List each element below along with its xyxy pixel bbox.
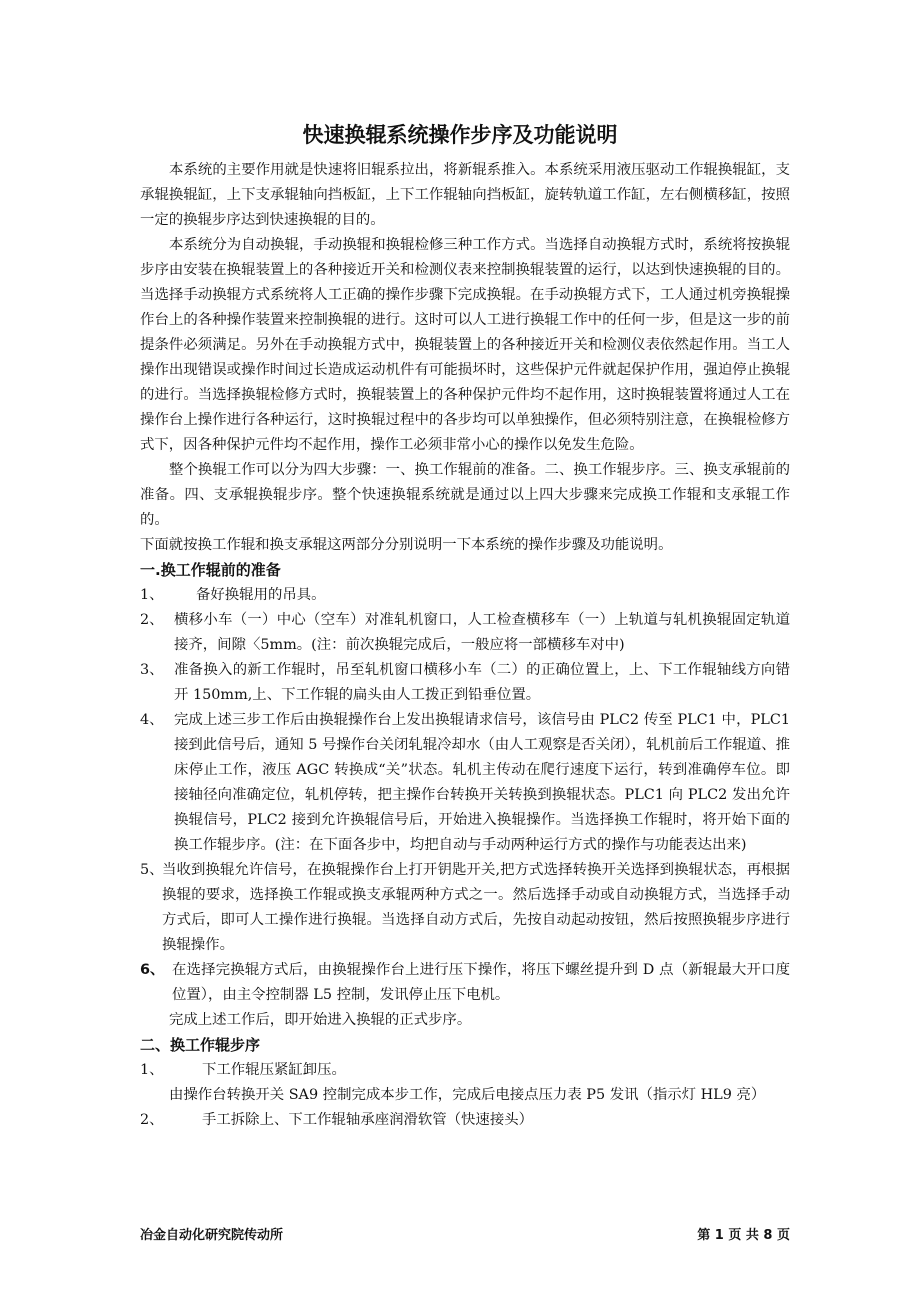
list-item [140, 583, 790, 608]
list-item-text: 当收到换辊允许信号，在换辊操作台上打开钥匙开关,把方式选择转换开关选择到换辊状态，再根据换辊的要求，选择换工作辊或换支承辊两种方式之一。然后选择手动或自动换辊方式，当选择手动方式后，即可人工操作进行换辊。当选择自动方式后，先按自动起动按钮，然后按照换辊步序进行换辊操作。 [162, 862, 790, 953]
footer-organization: 冶金自动化研究院传动所 [140, 1228, 284, 1243]
lead-paragraph: 下面就按换工作辊和换支承辊这两部分分别说明一下本系统的操作步骤及功能说明。 [140, 537, 673, 553]
list-item [140, 1058, 790, 1083]
list-item [140, 708, 790, 858]
list-item [140, 658, 790, 708]
list-item-number: 5、 [140, 862, 164, 878]
list-item [140, 1108, 790, 1133]
list-item-text: 手工拆除上、下工作辊轴承座润滑软管（快速接头） [202, 1112, 533, 1128]
list-item-number: 2、 [140, 1112, 164, 1128]
list-item-detail: 由操作台转换开关 SA9 控制完成本步工作，完成后电接点压力表 P5 发讯（指示灯 HL9 亮） [169, 1087, 766, 1103]
intro-paragraph: 本系统分为自动换辊，手动换辊和换辊检修三种工作方式。当选择自动换辊方式时，系统将按换辊步序由安装在换辊装置上的各种接近开关和检测仪表来控制换辊装置的运行，以达到快速换辊的目的。当选择手动换辊方式系统将人工正确的操作步骤下完成换辊。在手动换辊方式下，工人通过机旁换辊操作台上的各种操作装置来控制换辊的进行。这时可以人工进行换辊工作中的任何一步，但是这一步的前提条件必须满足。另外在手动换辊方式中，换辊装置上的各种接近开关和检测仪表依然起作用。当工人操作出现错误或操作时间过长造成运动机件有可能损坏时，这些保护元件就起保护作用，强迫停止换辊的进行。当选择换辊检修方式时，换辊装置上的各种保护元件均不起作用，这时换辊装置将通过人工在操作台上操作进行各种运行，这时换辊过程中的各步均可以单独操作，但必须特别注意，在换辊检修方式下，因各种保护元件均不起作用，操作工必须非常小心的操作以免发生危险。 [140, 237, 790, 453]
list-item-number: 6、 [140, 962, 165, 978]
list-item-number: 4、 [140, 712, 164, 728]
section-heading: 二、换工作辊步序 [140, 1036, 261, 1054]
list-item-text: 准备换入的新工作辊时，吊至轧机窗口横移小车（二）的正确位置上，上、下工作辊轴线方向错开 150mm,上、下工作辊的扁头由人工拨正到铅垂位置。 [174, 662, 790, 703]
list-item-text: 完成上述三步工作后由换辊操作台上发出换辊请求信号，该信号由 PLC2 传至 PLC1 中，PLC1 接到此信号后，通知 5 号操作台关闭轧辊冷却水（由人工观察是否关闭），轧机前后工作辊道、推床停止工作，液压 AGC 转换成“关”状态。轧机主传动在爬行速度下运行，转到准确停车位。即接轴径向准确定位，轧机停转，把主操作台转换开关转换到换辊状态。PLC1 向 PLC2 发出允许换辊信号，PLC2 接到允许换辊信号后，开始进入换辊操作。当选择换工作辊时，将开始下面的换工作辊步序。(注：在下面各步中，均把自动与手动两种运行方式的操作与功能表达出来) [174, 712, 790, 853]
list-item-number: 2、 [140, 612, 164, 628]
list-item-text: 备好换辊用的吊具。 [196, 587, 326, 603]
document-title: 快速换辊系统操作步序及功能说明 [302, 123, 618, 147]
list-item [140, 858, 790, 958]
intro-paragraph: 整个换辊工作可以分为四大步骤：一、换工作辊前的准备。二、换工作辊步序。三、换支承辊前的准备。四、支承辊换辊步序。整个快速换辊系统就是通过以上四大步骤来完成换工作辊和支承辊工作的。 [140, 462, 790, 528]
footer-page-number: 第 1 页 共 8 页 [697, 1228, 790, 1243]
list-item-text: 在选择完换辊方式后，由换辊操作台上进行压下操作，将压下螺丝提升到 D 点（新辊最大开口度位置），由主令控制器 L5 控制，发讯停止压下电机。 [172, 962, 790, 1003]
document-body [140, 158, 790, 1133]
list-item-number: 1、 [140, 1062, 164, 1078]
section-closing-text: 完成上述工作后，即开始进入换辊的正式步序。 [169, 1012, 472, 1028]
list-item-number: 3、 [140, 662, 164, 678]
list-item-text: 横移小车（一）中心（空车）对准轧机窗口，人工检查横移车（一）上轨道与轧机换辊固定轨道接齐，间隙〈5mm。(注：前次换辊完成后，一般应将一部横移车对中) [174, 612, 790, 653]
list-item [140, 608, 790, 658]
list-item [140, 958, 790, 1008]
section-heading: 一.换工作辊前的准备 [140, 561, 281, 579]
list-item-number: 1、 [140, 587, 164, 603]
list-item-text: 下工作辊压紧缸卸压。 [202, 1062, 346, 1078]
intro-paragraph: 本系统的主要作用就是快速将旧辊系拉出，将新辊系推入。本系统采用液压驱动工作辊换辊缸，支承辊换辊缸，上下支承辊轴向挡板缸，上下工作辊轴向挡板缸，旋转轨道工作缸，左右侧横移缸，按照一定的换辊步序达到快速换辊的目的。 [140, 162, 790, 228]
